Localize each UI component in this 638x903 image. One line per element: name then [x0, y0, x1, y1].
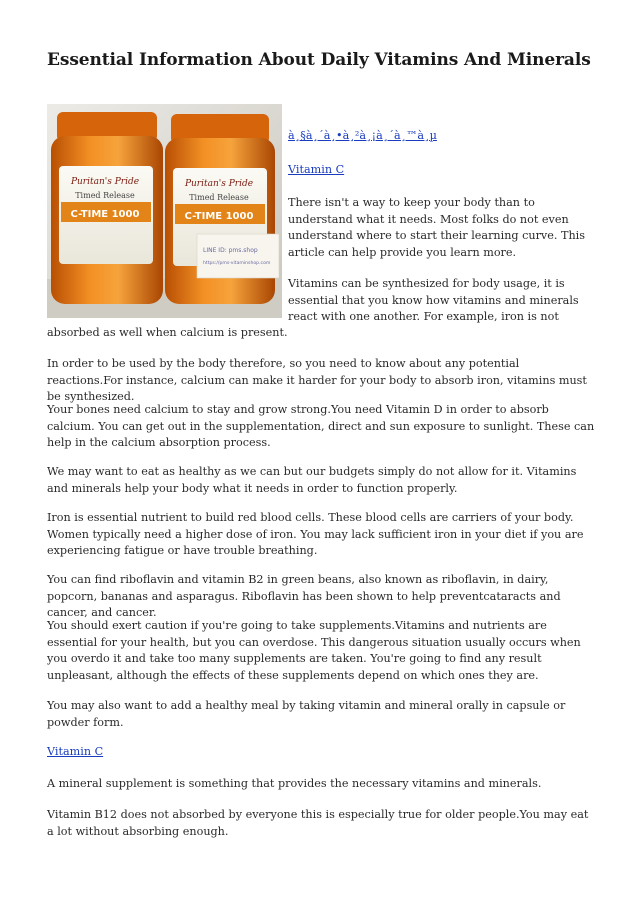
paragraph-10: A mineral supplement is something that provides the necessary vitamins and minerals. [47, 777, 542, 790]
product-photo [47, 104, 282, 318]
garbled-link[interactable]: à¸§à¸´à¸•à¸²à¸¡à¸´à¸™à¸µ [288, 129, 437, 142]
bottle-sub-right: Timed Release [189, 193, 249, 202]
bottle-brand-right: Puritan's Pride [184, 179, 254, 189]
paragraph-3: In order to be used by the body therefore, so you need to know about any potential reactions.For instance, calcium can make it harder for your body to absorb iron, vitamins must be synthesized. [47, 357, 587, 403]
page-title: Essential Information About Daily Vitamins And Minerals [47, 50, 591, 70]
vitamin-bottles-image [47, 104, 282, 318]
paragraph-7: You can find riboflavin and vitamin B2 in green beans, also known as riboflavin, in dairy, popcorn, bananas and asparagus. Riboflavin has been shown to help preventcataracts and cancer, and cancer. [47, 573, 561, 619]
paragraph-4: Your bones need calcium to stay and grow strong.You need Vitamin D in order to absorb calcium. You can get out in the supplementation, direct and sun exposure to sunlight. These can help in the calcium absorption process. [47, 403, 595, 449]
vitamin-c-link-top[interactable]: Vitamin C [288, 163, 345, 176]
paragraph-2-end: absorbed as well when calcium is present. [47, 326, 288, 339]
bottle-brand-left: Puritan's Pride [70, 177, 140, 187]
bottle-product-left: C-TIME 1000 [70, 209, 140, 220]
paragraph-9: You may also want to add a healthy meal by taking vitamin and mineral orally in capsule or powder form. [47, 699, 566, 729]
note-line-2: https://pms-vitaminshop.com [203, 261, 271, 266]
paragraph-2-start: Vitamins can be synthesized for body usage, it is essential that you know how vitamins and minerals react with one another. For example, iron is not [288, 277, 579, 323]
paragraph-11: Vitamin B12 does not absorbed by everyone this is especially true for older people.You may eat a lot without absorbing enough. [47, 808, 589, 838]
vitamin-c-link-bottom[interactable]: Vitamin C [47, 745, 104, 758]
paragraph-8: You should exert caution if you're going to take supplements.Vitamins and nutrients are essential for your health, but you can overdose. This dangerous situation usually occurs when you overdo it and take too many supplements are taken. You're going to find any result unpleasant, although the effects of these supplements depend on which ones they are. [47, 619, 581, 682]
paragraph-5: We may want to eat as healthy as we can but our budgets simply do not allow for it. Vitamins and minerals help your body what it needs in order to function properly. [47, 465, 577, 495]
note-line-1: LINE ID: pms.shop [203, 247, 258, 254]
bottle-product-right: C-TIME 1000 [184, 211, 254, 222]
bottle-sub-left: Timed Release [75, 191, 135, 200]
paragraph-6: Iron is essential nutrient to build red blood cells. These blood cells are carriers of your body. Women typically need a higher dose of iron. You may lack sufficient iron in your diet if you are experiencing fatigue or have trouble breathing. [47, 511, 584, 557]
paragraph-1: There isn't a way to keep your body than to understand what it needs. Most folks do not even understand where to start their learning curve. This article can help provide you learn more. [288, 196, 585, 259]
